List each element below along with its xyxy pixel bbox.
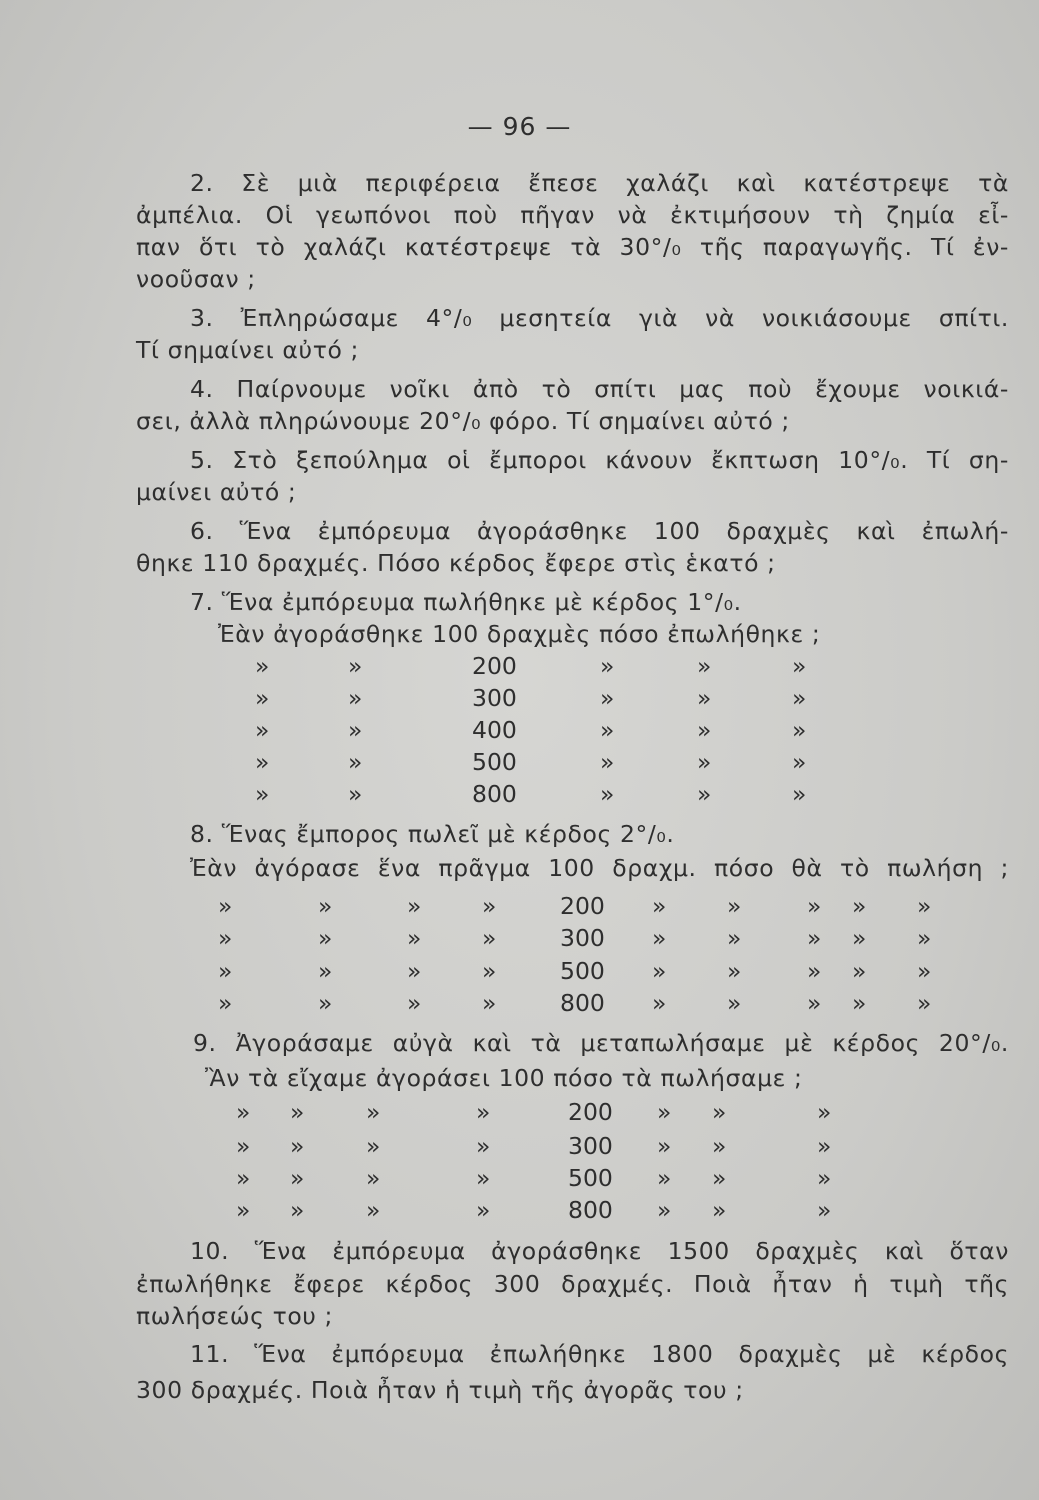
ditto-mark: » — [366, 1098, 381, 1126]
amount-cell: 300 — [568, 1132, 613, 1160]
ditto-mark: » — [218, 989, 233, 1017]
ditto-mark: » — [652, 989, 667, 1017]
ditto-mark: » — [697, 716, 712, 744]
ditto-mark: » — [476, 1132, 491, 1160]
ditto-mark: » — [917, 957, 932, 985]
ditto-mark: » — [476, 1164, 491, 1192]
ditto-mark: » — [917, 892, 932, 920]
problem-2-line-4: νοοῦσαν ; — [136, 265, 256, 293]
problem-10-line-2: ἐπωλήθηκε ἔφερε κέρδος 300 δραχμές. Ποιὰ ἦταν ἡ τιμὴ τῆς — [136, 1270, 1009, 1298]
ditto-mark: » — [807, 892, 822, 920]
ditto-mark: » — [600, 748, 615, 776]
problem-3-line-1: 3. Ἐπληρώσαμε 4°/₀ μεσητεία γιὰ νὰ νοικιάσουμε σπίτι. — [190, 304, 1009, 332]
ditto-mark: » — [917, 989, 932, 1017]
ditto-mark: » — [727, 989, 742, 1017]
ditto-mark: » — [482, 924, 497, 952]
problem-2-line-1: 2. Σὲ μιὰ περιφέρεια ἔπεσε χαλάζι καὶ κατέστρεψε τὰ — [190, 169, 1009, 197]
ditto-mark: » — [792, 748, 807, 776]
problem-2-line-2: ἀμπέλια. Οἱ γεωπόνοι ποὺ πῆγαν νὰ ἐκτιμήσουν τὴ ζημία εἶ- — [136, 201, 1009, 229]
ditto-mark: » — [807, 989, 822, 1017]
ditto-mark: » — [255, 780, 270, 808]
ditto-mark: » — [817, 1132, 832, 1160]
ditto-mark: » — [852, 924, 867, 952]
ditto-mark: » — [348, 652, 363, 680]
ditto-mark: » — [366, 1132, 381, 1160]
ditto-mark: » — [657, 1098, 672, 1126]
problem-11-line-1: 11. Ἕνα ἐμπόρευμα ἐπωλήθηκε 1800 δραχμὲς μὲ κέρδος — [190, 1340, 1009, 1368]
ditto-mark: » — [318, 924, 333, 952]
ditto-mark: » — [218, 892, 233, 920]
ditto-mark: » — [792, 684, 807, 712]
ditto-mark: » — [218, 957, 233, 985]
ditto-mark: » — [712, 1132, 727, 1160]
ditto-mark: » — [600, 716, 615, 744]
amount-cell: 500 — [568, 1164, 613, 1192]
ditto-mark: » — [712, 1098, 727, 1126]
ditto-mark: » — [318, 989, 333, 1017]
ditto-mark: » — [657, 1132, 672, 1160]
problem-6-line-2: θηκε 110 δραχμές. Πόσο κέρδος ἔφερε στὶς ἑκατό ; — [136, 549, 776, 577]
ditto-mark: » — [318, 892, 333, 920]
ditto-mark: » — [348, 748, 363, 776]
amount-cell: 800 — [568, 1196, 613, 1224]
ditto-mark: » — [290, 1196, 305, 1224]
ditto-mark: » — [255, 652, 270, 680]
amount-cell: 200 — [472, 652, 517, 680]
ditto-mark: » — [290, 1164, 305, 1192]
ditto-mark: » — [476, 1196, 491, 1224]
ditto-mark: » — [852, 957, 867, 985]
ditto-mark: » — [290, 1132, 305, 1160]
ditto-mark: » — [712, 1164, 727, 1192]
problem-9-line-1: 9. Ἀγοράσαμε αὐγὰ καὶ τὰ μεταπωλήσαμε μὲ κέρδος 20°/₀. — [193, 1029, 1009, 1057]
problem-7-line-2: Ἐὰν ἀγοράσθηκε 100 δραχμὲς πόσο ἐπωλήθηκε ; — [218, 620, 821, 648]
ditto-mark: » — [727, 957, 742, 985]
ditto-mark: » — [852, 892, 867, 920]
ditto-mark: » — [652, 957, 667, 985]
ditto-mark: » — [236, 1196, 251, 1224]
problem-9-line-2: Ἂν τὰ εἴχαμε ἀγοράσει 100 πόσο τὰ πωλήσαμε ; — [205, 1064, 803, 1092]
problem-6-line-1: 6. Ἕνα ἐμπόρευμα ἀγοράσθηκε 100 δραχμὲς καὶ ἐπωλή- — [190, 517, 1009, 545]
ditto-mark: » — [236, 1132, 251, 1160]
ditto-mark: » — [697, 748, 712, 776]
problem-3-line-2: Τί σημαίνει αὐτό ; — [136, 336, 360, 364]
ditto-mark: » — [697, 652, 712, 680]
ditto-mark: » — [600, 780, 615, 808]
problem-4-line-2: σει, ἀλλὰ πληρώνουμε 20°/₀ φόρο. Τί σημαίνει αὐτό ; — [136, 407, 790, 435]
amount-cell: 300 — [560, 924, 605, 952]
ditto-mark: » — [255, 684, 270, 712]
page-number: — 96 — — [467, 112, 572, 141]
ditto-mark: » — [727, 892, 742, 920]
ditto-mark: » — [652, 924, 667, 952]
ditto-mark: » — [218, 924, 233, 952]
ditto-mark: » — [476, 1098, 491, 1126]
ditto-mark: » — [236, 1164, 251, 1192]
problem-10-line-3: πωλήσεώς του ; — [136, 1302, 334, 1330]
amount-cell: 800 — [472, 780, 517, 808]
ditto-mark: » — [407, 924, 422, 952]
ditto-mark: » — [482, 957, 497, 985]
amount-cell: 200 — [568, 1098, 613, 1126]
ditto-mark: » — [348, 780, 363, 808]
amount-cell: 500 — [560, 957, 605, 985]
ditto-mark: » — [697, 684, 712, 712]
amount-cell: 200 — [560, 892, 605, 920]
ditto-mark: » — [917, 924, 932, 952]
ditto-mark: » — [807, 924, 822, 952]
ditto-mark: » — [348, 716, 363, 744]
ditto-mark: » — [792, 716, 807, 744]
ditto-mark: » — [657, 1164, 672, 1192]
ditto-mark: » — [807, 957, 822, 985]
ditto-mark: » — [407, 989, 422, 1017]
ditto-mark: » — [817, 1098, 832, 1126]
ditto-mark: » — [657, 1196, 672, 1224]
ditto-mark: » — [407, 892, 422, 920]
ditto-mark: » — [366, 1196, 381, 1224]
ditto-mark: » — [236, 1098, 251, 1126]
ditto-mark: » — [255, 716, 270, 744]
ditto-mark: » — [255, 748, 270, 776]
ditto-mark: » — [697, 780, 712, 808]
problem-5-line-1: 5. Στὸ ξεπούλημα οἱ ἔμποροι κάνουν ἔκπτωση 10°/₀. Τί ση- — [190, 446, 1009, 474]
problem-7-line-1: 7. Ἕνα ἐμπόρευμα πωλήθηκε μὲ κέρδος 1°/₀. — [190, 588, 742, 616]
ditto-mark: » — [600, 652, 615, 680]
problem-5-line-2: μαίνει αὐτό ; — [136, 478, 297, 506]
ditto-mark: » — [482, 989, 497, 1017]
ditto-mark: » — [652, 892, 667, 920]
ditto-mark: » — [817, 1196, 832, 1224]
ditto-mark: » — [290, 1098, 305, 1126]
problem-8-line-2: Ἐὰν ἀγόρασε ἕνα πρᾶγμα 100 δραχμ. πόσο θὰ τὸ πωλήση ; — [190, 854, 1009, 882]
ditto-mark: » — [482, 892, 497, 920]
ditto-mark: » — [852, 989, 867, 1017]
amount-cell: 400 — [472, 716, 517, 744]
ditto-mark: » — [366, 1164, 381, 1192]
ditto-mark: » — [318, 957, 333, 985]
ditto-mark: » — [712, 1196, 727, 1224]
ditto-mark: » — [792, 780, 807, 808]
ditto-mark: » — [407, 957, 422, 985]
amount-cell: 300 — [472, 684, 517, 712]
ditto-mark: » — [817, 1164, 832, 1192]
problem-10-line-1: 10. Ἕνα ἐμπόρευμα ἀγοράσθηκε 1500 δραχμὲς καὶ ὅταν — [190, 1237, 1009, 1265]
problem-2-line-3: παν ὅτι τὸ χαλάζι κατέστρεψε τὰ 30°/₀ τῆς παραγωγῆς. Τί ἐν- — [136, 233, 1009, 261]
amount-cell: 800 — [560, 989, 605, 1017]
ditto-mark: » — [792, 652, 807, 680]
problem-8-line-1: 8. Ἕνας ἔμπορος πωλεῖ μὲ κέρδος 2°/₀. — [190, 820, 675, 848]
ditto-mark: » — [600, 684, 615, 712]
problem-4-line-1: 4. Παίρνουμε νοῖκι ἀπὸ τὸ σπίτι μας ποὺ ἔχουμε νοικιά- — [190, 375, 1009, 403]
problem-11-line-2: 300 δραχμές. Ποιὰ ἦταν ἡ τιμὴ τῆς ἀγορᾶς του ; — [136, 1376, 744, 1404]
ditto-mark: » — [348, 684, 363, 712]
amount-cell: 500 — [472, 748, 517, 776]
ditto-mark: » — [727, 924, 742, 952]
